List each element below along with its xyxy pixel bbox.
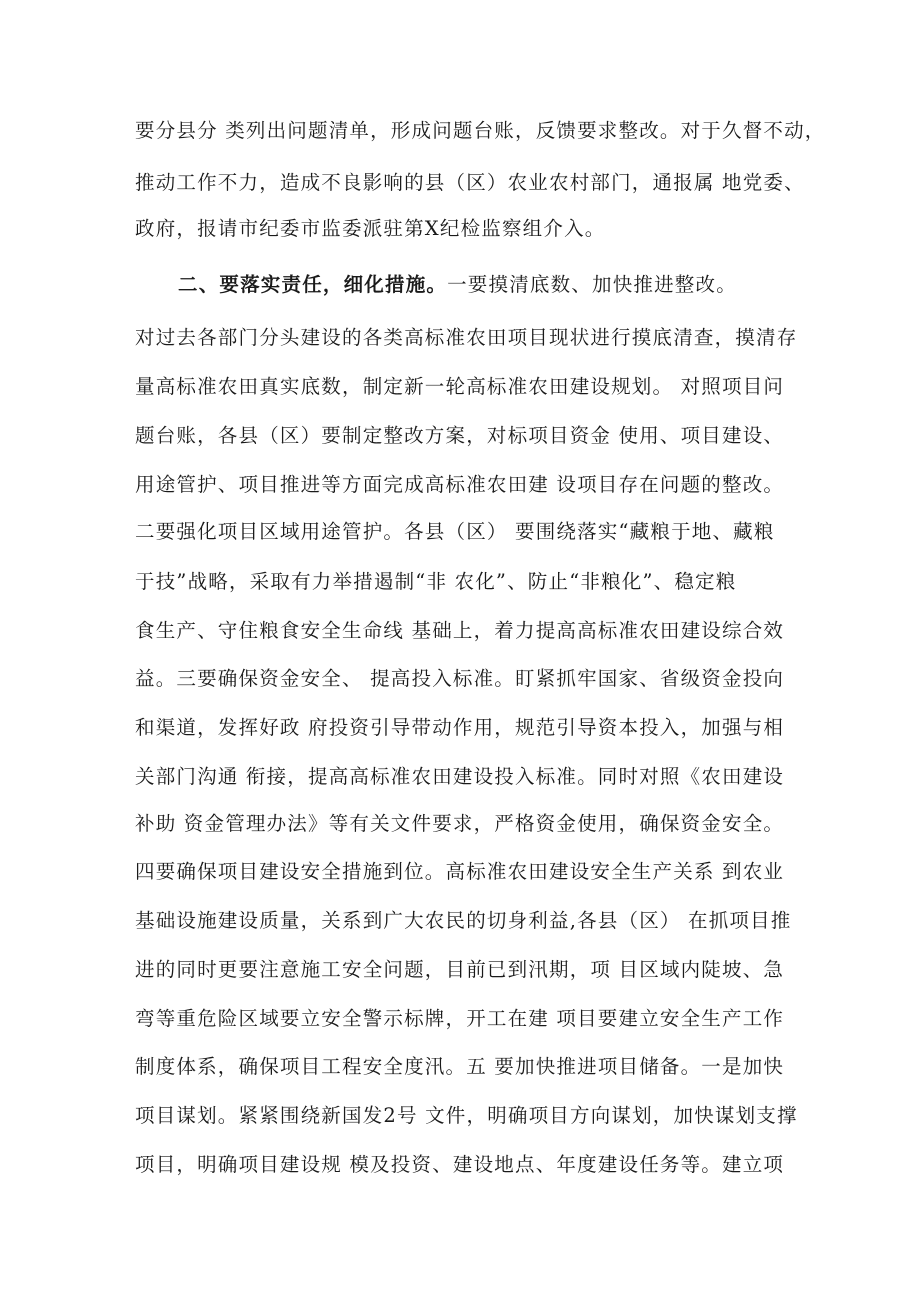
paragraph-2-line: 于技”战略，采取有力举措遏制“非 农化”、防止“非粮化”、稳定粮 xyxy=(135,570,737,593)
paragraph-2-line: 和渠道，发挥好政 府投资引导带动作用，规范引导资本投入，加强与相 xyxy=(135,716,785,739)
paragraph-2-line: 补助 资金管理办法》等有关文件要求，严格资金使用，确保资金安全。 xyxy=(135,812,785,835)
paragraph-2-line: 制度体系，确保项目工程安全度汛。五 要加快推进项目储备。一是加快 xyxy=(135,1055,785,1078)
paragraph-2-line: 用途管护、项目推进等方面完成高标准农田建 设项目存在问题的整改。 xyxy=(135,473,785,496)
paragraph-2-line: 项目谋划。紧紧围绕新国发2号 文件，明确项目方向谋划，加快谋划支撑 xyxy=(135,1104,798,1127)
paragraph-1-line-2: 推动工作不力，造成不良影响的县（区）农业农村部门，通报属 地党委、 xyxy=(135,171,805,194)
paragraph-2-line: 题台账，各县（区）要制定整改方案，对标项目资金 使用、项目建设、 xyxy=(135,424,785,447)
paragraph-2-line: 量高标准农田真实底数，制定新一轮高标准农田建设规划。 对照项目问 xyxy=(135,375,785,398)
paragraph-2-line: 基础设施建设质量，关系到广大农民的切身利益,各县（区） 在抓项目推 xyxy=(135,909,792,932)
section-heading: 二、要落实责任，细化措施。 xyxy=(178,273,448,296)
paragraph-2-line: 弯等重危险区域要立安全警示标牌，开工在建 项目要建立安全生产工作 xyxy=(135,1007,785,1030)
paragraph-1-line-1: 要分县分 类列出问题清单，形成问题台账，反馈要求整改。对于久督不动， xyxy=(135,119,826,142)
section-heading-rest: 一要摸清底数、加快推进整改。 xyxy=(447,273,737,296)
paragraph-2-line: 食生产、守住粮食安全生命线 基础上，着力提高高标准农田建设综合效 xyxy=(135,619,785,642)
paragraph-2-line: 对过去各部门分头建设的各类高标准农田项目现状进行摸底清查，摸清存 xyxy=(135,326,798,349)
paragraph-2-line: 二要强化项目区域用途管护。各县（区） 要围绕落实“藏粮于地、藏粮 xyxy=(135,520,775,543)
paragraph-2-line: 项目，明确项目建设规 模及投资、建设地点、年度建设任务等。建立项 xyxy=(135,1153,785,1176)
paragraph-2-line: 进的同时更要注意施工安全问题，目前已到汛期，项 目区域内陡坡、急 xyxy=(135,958,785,981)
paragraph-2-first-line xyxy=(178,273,737,297)
paragraph-2-line: 四要确保项目建设安全措施到位。高标准农田建设安全生产关系 到农业 xyxy=(135,860,785,883)
paragraph-2-line: 关部门沟通 衔接，提高高标准农田建设投入标准。同时对照《农田建设 xyxy=(135,765,785,788)
paragraph-2-line: 益。三要确保资金安全、 提高投入标准。盯紧抓牢国家、省级资金投向 xyxy=(135,667,785,690)
paragraph-1-line-3: 政府，报请市纪委市监委派驻第X纪检监察组介入。 xyxy=(135,217,606,240)
